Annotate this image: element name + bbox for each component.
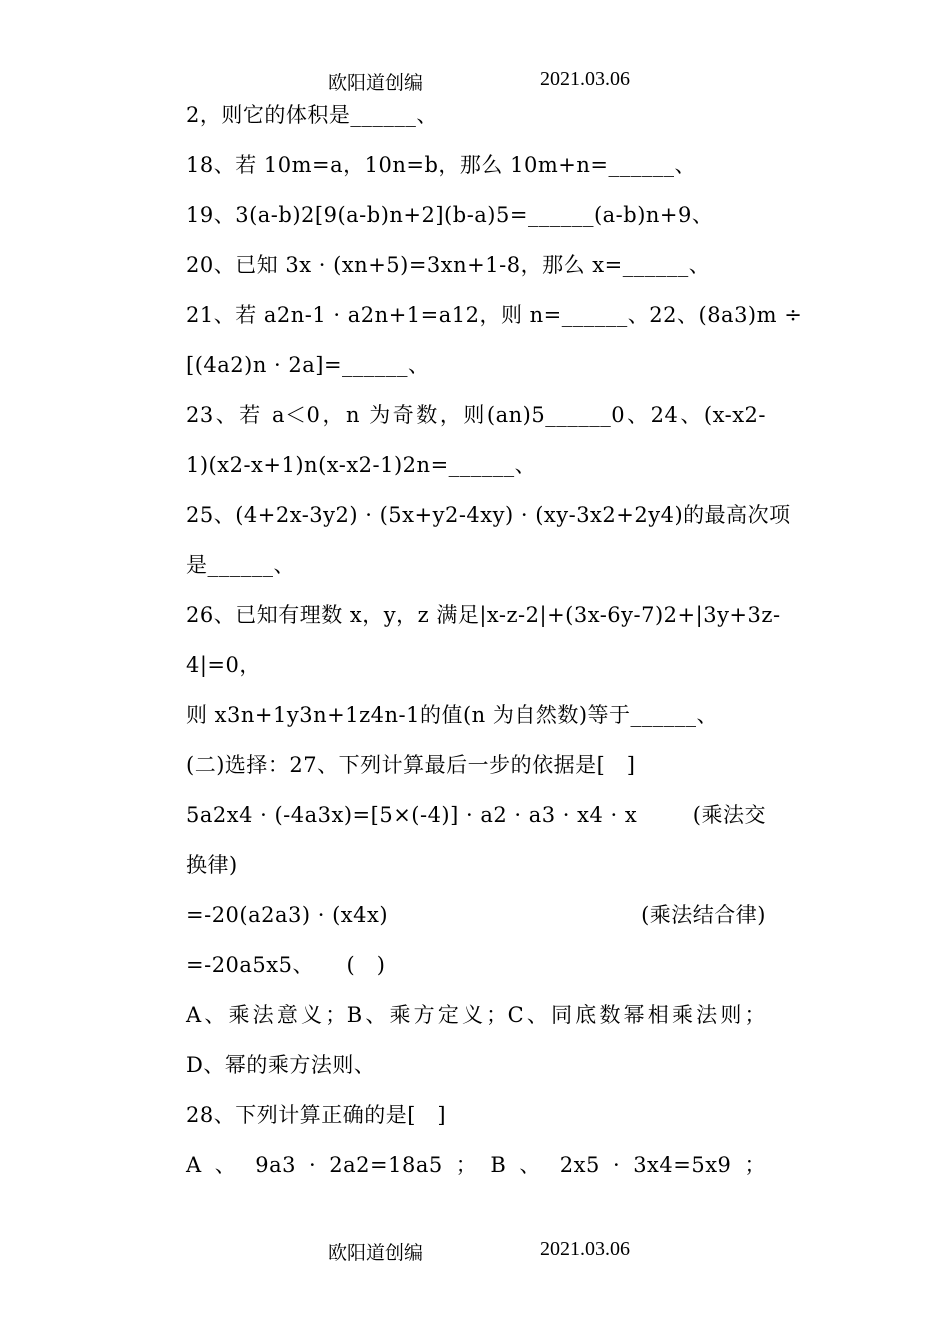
line-q25-cont: 是______、 xyxy=(186,553,295,577)
header-date: 2021.03.06 xyxy=(540,68,630,90)
page-header xyxy=(0,68,950,98)
line-q23-q24: 23、若 a＜0，n 为奇数，则(an)5______0、24、(x-x2- xyxy=(186,403,766,427)
line-q27-option-d: D、幂的乘方法则、 xyxy=(186,1053,376,1077)
line-q27: (二)选择：27、下列计算最后一步的依据是[ ] xyxy=(186,753,636,777)
line-q25: 25、(4+2x-3y2) · (5x+y2-4xy) · (xy-3x2+2y4)的最高次项 xyxy=(186,503,791,527)
footer-author: 欧阳道创编 xyxy=(328,1242,424,1264)
line-q27-step2 xyxy=(186,900,766,930)
line-q26-cont: 4|=0， xyxy=(186,653,261,677)
line-q26-ask: 则 x3n+1y3n+1z4n-1的值(n 为自然数)等于______、 xyxy=(186,703,719,727)
line-q27-step1 xyxy=(186,800,766,830)
line-q28: 28、下列计算正确的是[ ] xyxy=(186,1103,447,1127)
line-q20: 20、已知 3x · (xn+5)=3xn+1-8，那么 x=______、 xyxy=(186,253,711,277)
line-q26: 26、已知有理数 x，y，z 满足|x-z-2|+(3x-6y-7)2+|3y+3z- xyxy=(186,603,781,627)
header-author: 欧阳道创编 xyxy=(328,72,424,94)
q27-step1-expr: 5a2x4 · (-4a3x)=[5×(-4)] · a2 · a3 · x4 · x xyxy=(186,803,638,827)
line-q27-step3: =-20a5x5、 ( ) xyxy=(186,953,386,977)
line-q24-cont: 1)(x2-x+1)n(x-x2-1)2n=______、 xyxy=(186,453,537,477)
q27-note-associative: (乘法结合律) xyxy=(641,903,766,927)
footer-date: 2021.03.06 xyxy=(540,1238,630,1260)
line-q27-step1-cont: 换律) xyxy=(186,853,238,877)
line-q21-q22: 21、若 a2n-1 · a2n+1=a12，则 n=______、22、(8a3)m ÷ xyxy=(186,303,803,327)
page-footer xyxy=(0,1238,950,1268)
line-volume: 2，则它的体积是______、 xyxy=(186,103,438,127)
line-q27-options-abc: A、乘法意义；B、乘方定义；C、同底数幂相乘法则； xyxy=(186,1003,766,1027)
q27-step2-expr: =-20(a2a3) · (x4x) xyxy=(186,903,389,927)
line-q28-options: A 、 9a3 · 2a2=18a5 ； B 、 2x5 · 3x4=5x9 ； xyxy=(186,1153,766,1177)
line-q19: 19、3(a-b)2[9(a-b)n+2](b-a)5=______(a-b)n+9、 xyxy=(186,203,714,227)
line-q22-cont: [(4a2)n · 2a]=______、 xyxy=(186,353,430,377)
q27-note-commutative: (乘法交 xyxy=(692,803,766,827)
line-q18: 18、若 10m=a，10n=b，那么 10m+n=______、 xyxy=(186,153,696,177)
